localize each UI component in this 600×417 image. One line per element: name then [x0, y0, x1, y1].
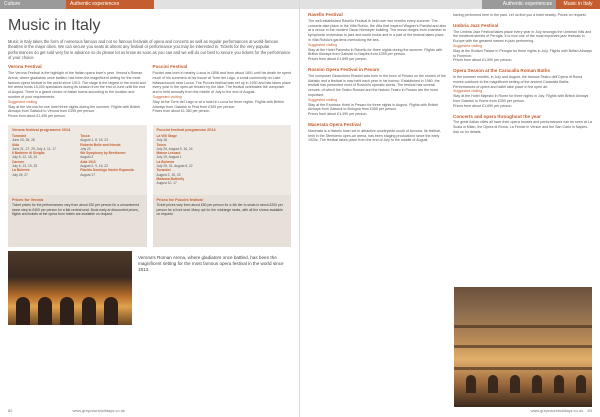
arena-arch: [38, 297, 52, 325]
year-round-heading: Concerts and opera throughout the year: [453, 113, 541, 119]
arena-arch: [60, 297, 74, 325]
programme-item: 9th Symphony by Beethoven: [80, 151, 126, 156]
continued-body: having performed here in the past. Let us find you a hotel nearby. Prices on request.: [453, 13, 587, 17]
website-link[interactable]: www.greycoursholidays.co.uk: [530, 408, 584, 413]
ravello-festival-body: The well-established Ravello Festival is held over two months every summer. The concerts take place in the Villa Rufolo, the villa that inspired Wagner's Parsifal and also at a venue in the modern Oscar Niemeyer building. The music ranges from chamber to symphonic orchestras to jazz and world music and in a part of the festival takes place in Villa Rufolo's gardens overlooking the sea.: [308, 18, 447, 42]
caracalla-body: In the summer months, in July and August, the famous Teatro dell'Opera di Roma moves outdoors to the magnificent setting of the ancient Caracalla Baths. Performances of opera and ballet take place in the open air.: [453, 74, 583, 89]
programme-item: August 3: [80, 155, 94, 160]
category-tab: Authentic experiences: [66, 0, 154, 9]
caracalla-suggested-body: Stay at the Hotel Majestic in Rome for three nights in July. Flights with British Airways from Gatwick to Rome from £350 per person.: [453, 94, 589, 103]
caracalla-suggested-heading: Suggested visiting: [453, 89, 483, 94]
umbria-suggested-heading: Suggested visiting: [453, 43, 483, 48]
arena-arch: [16, 297, 30, 325]
puccini-programme-grid: [157, 134, 288, 186]
puccini-suggested-heading: Suggested visiting: [152, 94, 182, 99]
page-number: 83: [587, 408, 592, 413]
verona-suggested-body: Stay at the Verona for one hotel three nights during the summer. Flights with British Airways from Gatwick to Verona from £395 per person.: [8, 104, 141, 114]
programme-item: Roberto Bolle and friends: [80, 142, 121, 147]
ravello-festival-block: [308, 13, 447, 62]
verona-suggested-heading: Suggested visiting: [8, 99, 38, 104]
programme-item: August 17: [80, 172, 96, 177]
programme-item: Carmen: [12, 159, 25, 164]
right-topbar: [300, 0, 600, 9]
puccini-suggested-body: Stay at the Torre del Lago or at a hotel in Lucca for three nights. Flights with British Airways from Gatwick to Pisa from £355 per person.: [152, 99, 284, 109]
programme-item: Aida: [12, 142, 20, 147]
section-tab: Culture: [0, 0, 66, 9]
continued-block: [453, 13, 592, 18]
puccini-festival-heading: Puccini Festival: [152, 64, 188, 70]
ravello-festival-heading: Ravello Festival: [308, 12, 343, 17]
puccini-prices-body: Ticket prices vary from about £50 per person for a 4th tier to seats in about £200 per person for a front seat. Many opt for the midrange seats, with all the shows available on request.: [156, 203, 283, 217]
verona-prices-heading: Prices for Verona: [12, 197, 44, 202]
topbar-fill: [300, 0, 482, 9]
puccini-programme-box: [153, 125, 292, 195]
umbria-suggested-body: Stay at the Brufani Palace in Perugia for three nights in July. Flights with British Airways to Florence.: [453, 48, 592, 58]
photo-row: [8, 251, 291, 325]
programme-item: August 2, 15, 23: [156, 172, 181, 177]
puccini-festival-body: Puccini was born in nearby Lucca in 1858 and from about 1891 until his death he spent much of his summers at his house at Torre del Lago, a small community on Lake Massaciuccoli near Lucca. The Puccini festival was set up in 1930 and has taken place every year in the open-air theatre by the lake. The festival celebrates the composer and is held annually from the middle of July to the end of August.: [152, 70, 291, 95]
puccini-programme-heading: Puccini festival programme 2014: [156, 127, 216, 132]
caracalla-heading: Opera Season at the Caracalla Roman Baths: [453, 68, 551, 74]
arena-arch: [82, 297, 96, 325]
arena-arch: [104, 297, 118, 325]
caracalla-block: [453, 69, 592, 108]
programme-item: Turandot: [156, 168, 171, 173]
intro-paragraph: Music in Italy takes the form of numerous famous and not so famous festivals of opera and concerts as well as regular performances at world-famous theatres in the major cities. We can secure you seats at almost any festival or performance you may be interested in. Tickets for the very popular performances do get sold very far in advance so do please let us know as soon as you can and we will do our best to secure you tickets for the performance of your choice.: [8, 39, 291, 60]
website-link[interactable]: www.greycoursholidays.co.uk: [72, 408, 125, 413]
page-number: 82: [8, 408, 13, 413]
programme-item: La Boheme: [156, 159, 175, 164]
arena-tier: [454, 325, 592, 328]
programme-item: July 19, August 1: [156, 155, 182, 160]
verona-programme-left: [12, 134, 74, 177]
ravello-price: Prices from about £1,695 per person.: [308, 57, 368, 62]
umbria-jazz-body: The Umbria Jazz Festival takes place every year in July amongst the Umbrian hills and the medieval streets of Perugia. It is now one of the most important jazz festivals in Europe with the greatest names in jazz performing.: [453, 29, 592, 44]
arena-night-photo: [454, 287, 592, 407]
rossini-suggested-heading: Suggested visiting: [308, 97, 338, 102]
programme-item: August 2, 9, 16, 22: [80, 164, 108, 169]
verona-price: Prices from about £1,495 per person.: [8, 114, 66, 119]
programme-item: La Boheme: [12, 168, 30, 173]
verona-programme-right: [80, 134, 142, 177]
verona-festival-body: The Verona Festival is the highlight of the Italian opera lover's year. Verona's Roman Arena, where gladiators once battled, has been the magnificent setting for the most famous opera festival in the world since 1913. The stage is the largest in the world and the arena holds 15,000 spectators during its season from the end of June until the end of August. There is a grand choice of Italian towns according to the location and number of your requirements.: [8, 70, 146, 99]
programme-item: Aida 1913: [80, 159, 96, 164]
verona-arena-photo: [8, 251, 132, 325]
verona-prices-note: [8, 195, 147, 247]
programme-item: La Villi Stage: [156, 133, 177, 138]
macerata-festival-block: [308, 123, 447, 143]
section-tab: Music in Italy: [556, 0, 600, 9]
programme-item: July 26, August 9, 16, 24: [156, 146, 193, 151]
puccini-price: Prices from about £1,350 per person.: [152, 109, 211, 114]
arena-arch: [466, 375, 476, 393]
programme-boxes: [8, 125, 291, 195]
arena-tier: [454, 367, 592, 370]
ravello-suggested-body: Stay at the Hotel Palumbo in Ravello for three nights during the summer. Flights with British Airways from Gatwick to Naples from £395 per person.: [308, 47, 443, 57]
rossini-festival-body: The composer Gioacchino Rossini was born in the town of Pesaro on the shores of the Adriatic and a festival is now held each year in his honour. Established in 1980, the festival has presented most of Rossini's operatic works. The festival has several venues, of which the Teatro Rossini and the historic Teatro in Pesaro are the most important.: [308, 73, 446, 97]
programme-item: Placido Domingo Noche Espanola: [80, 168, 134, 173]
verona-festival-heading: Verona Festival: [8, 64, 42, 70]
photo-caption: Verona's Roman Arena, where gladiators once battled, has been the magnificent setting for the most famous opera festival in the world since 1913.: [138, 254, 284, 272]
verona-programme-heading: Verona festival programme 2014: [12, 127, 71, 132]
year-round-body: The great Italian cities all have their opera houses and performances can be seen at La Scala in Milan, the Opera di Roma, La Fenice in Venice and the San Carlo in Naples. Ask us for details.: [453, 120, 592, 134]
puccini-festival-column: [153, 65, 292, 119]
rossini-suggested-body: Stay at the Excelsior Hotel in Pesaro for three nights in August. Flights with British Airways from Gatwick to Bologna from £355 per person.: [308, 102, 439, 112]
right-column-2: [453, 13, 592, 149]
puccini-programme-left: [157, 134, 288, 186]
page-title: Music in Italy: [8, 17, 101, 34]
programme-item: Manon Lescaut: [156, 151, 181, 156]
topbar-fill: [154, 0, 299, 9]
right-column-1: [308, 13, 447, 149]
arena-arch: [554, 375, 564, 393]
arena-arch: [510, 375, 520, 393]
year-round-block: [453, 115, 592, 135]
programme-item: July 6, 13, 19, 25: [12, 164, 38, 169]
programme-item: July 26, 27: [12, 172, 28, 177]
macerata-festival-body: Macerata is a historic town set in attractive countryside south of Ancona. Its festival, held in the Sferisterio open-air arena, has been staging productions since the early 1920s. The festival takes place from the end of July to the middle of August.: [308, 128, 441, 143]
macerata-festival-heading: Macerata Opera Festival: [308, 121, 361, 127]
arena-arch: [488, 375, 498, 393]
programme-item: July 25, 31, August 8, 22: [156, 164, 193, 169]
verona-programme-box: [8, 125, 147, 195]
programme-item: August 10, 17: [156, 181, 177, 186]
right-columns: [308, 13, 592, 149]
programme-item: Turandot: [12, 133, 27, 138]
price-notes: [8, 195, 291, 247]
rossini-festival-block: [308, 68, 447, 117]
rossini-price: Prices from about £1,490 per person.: [308, 112, 368, 117]
left-footer: [8, 408, 125, 413]
programme-item: July 18: [156, 138, 167, 143]
right-footer: [531, 408, 592, 413]
programme-item: July 5, 12, 18, 24: [12, 155, 38, 160]
arena-tier: [454, 345, 592, 348]
arena-arch: [576, 375, 586, 393]
programme-item: June 20, 26, 28: [12, 138, 35, 143]
arena-arch: [532, 375, 542, 393]
left-columns: [8, 65, 291, 119]
puccini-prices-note: [153, 195, 292, 247]
verona-prices-body: Ticket prices for the performances vary from about £30 per person for a unnumbered stone step to £400 per person for a flat central seat. Book early at discounted prices, flights and tickets at the opera from hotels are available on request.: [12, 203, 140, 217]
umbria-jazz-block: [453, 24, 592, 63]
category-tab: Authentic experiences: [482, 0, 556, 9]
ravello-suggested-heading: Suggested visiting: [308, 42, 338, 47]
programme-item: Il Barbiere di Siviglia: [12, 151, 45, 156]
right-page: [300, 0, 600, 417]
programme-item: Madama Butterfly: [156, 176, 185, 181]
programme-item: Tosca: [80, 133, 90, 138]
left-topbar: [0, 0, 299, 9]
programme-item: August 1, 8, 15, 23: [80, 138, 108, 143]
verona-programme-grid: [12, 134, 143, 177]
umbria-jazz-heading: Umbria Jazz Festival: [453, 22, 499, 28]
puccini-prices-heading: Prices for Puccini festival: [156, 197, 203, 202]
caracalla-price: Prices from about £1,690 per person.: [453, 103, 513, 108]
rossini-festival-heading: Rossini Opera Festival in Pesaro: [308, 66, 380, 72]
programme-item: July 22: [80, 146, 91, 151]
umbria-price: Prices from about £1,590 per person.: [453, 58, 513, 63]
verona-festival-column: [8, 65, 147, 119]
programme-item: June 21, 27, 29; July 4, 11, 17: [12, 146, 56, 151]
programme-item: Tosca: [156, 142, 166, 147]
